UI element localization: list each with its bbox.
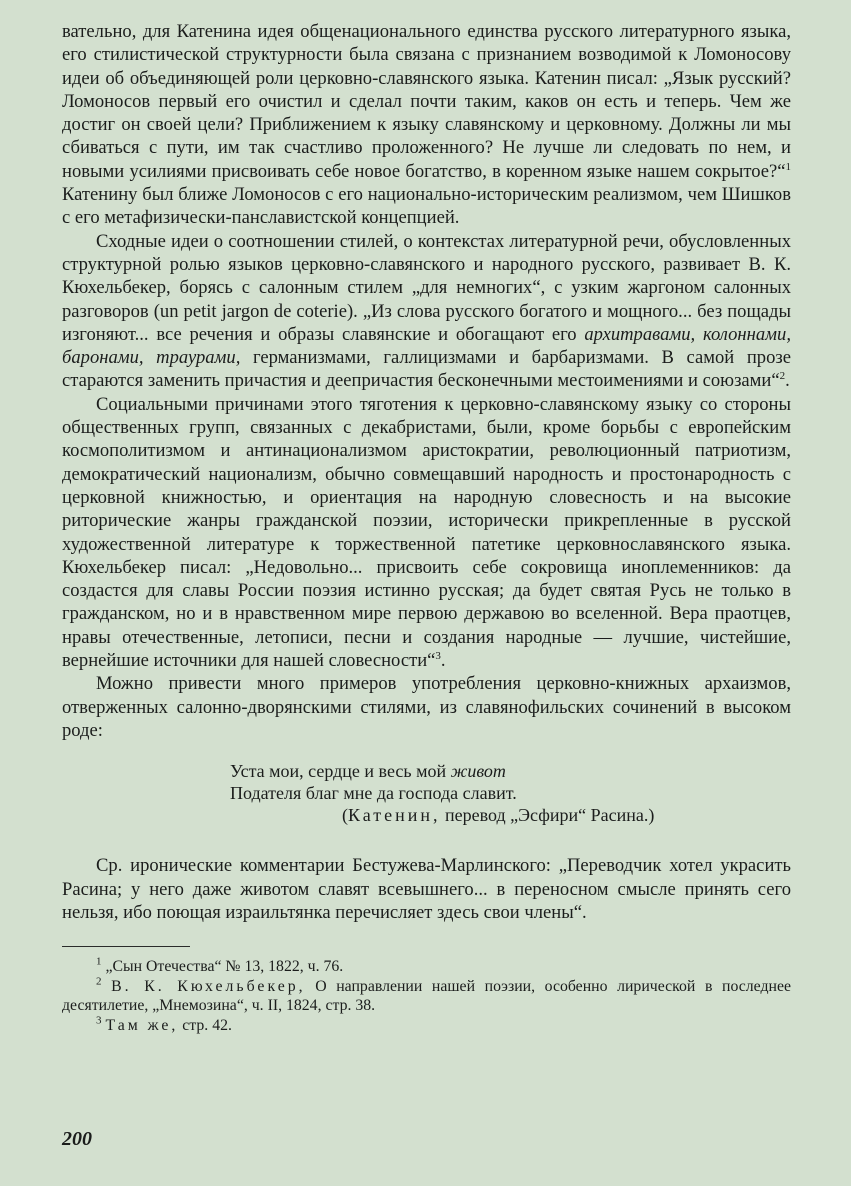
verse-line-1 [230,760,791,782]
footnote-author: Там же, [105,1016,179,1034]
paragraph-text: Сходные идеи о соотношении стилей, о контекстах литературной речи, обусловленных структурной ролью языков церковно-славянского и народного русского, развивает В. К. Кюхельбекер, борясь с салонным стилем „для немногих“, с узким жаргоном салонных разговоров (un petit jargon de coterie). „Из слова русского богатого и мощного... без пощады изгоняют... все речения и образы славянские и обогащают его [62,230,791,345]
paragraph-katenin [62,20,791,230]
footnote-text: стр. 42. [178,1016,232,1034]
paragraph-bestuzhev: Ср. иронические комментарии Бестужева-Марлинского: „Переводчик хотел украсить Расина; у него даже животом славят всевышнего... в переносном смысле принять сего нельзя, ибо поющая израильтянка перечисляет здесь свои члены“. [62,855,791,923]
paragraph-text: вательно, для Катенина идея общенационального единства русского литературного языка, его стилистической структурности была связана с признанием возводимой к Ломоносову идеи об объединяющей роли церковно-славянского языка. Катенин писал: „Язык русский? Ломоносов первый его очистил и сделал почти таким, каков он есть и теперь. Чем же достиг он своей цели? Приближением к языку славянскому и церковному. Должны ли мы сбиваться с пути, им так счастливо проложенного? Не лучше ли следовать по нем, и новыми усилиями присвоивать себе новое богатство, в коренном языке нашем сокрытое?“ [62,21,791,182]
footnote-1 [62,957,791,977]
italic-text: архитравами, колоннами, баронами, траурами, [62,323,791,369]
page-number: 200 [62,1128,92,1150]
footnote-text: „Сын Отечества“ № 13, 1822, ч. 76. [105,958,344,976]
paragraph-social-causes: Социальными причинами этого тяготения к церковно-славянскому языку со стороны общественных групп, связанных с декабристами, были, кроме борьбы с европейским космополитизмом и антинационализмом аристократии, революционный патриотизм, демократический национализм, обычно совмещавший народность и простонародность с церковной книжностью, и ориентация на народную словесность и на высокие риторические жанры гражданской поэзии, исторически прикрепленные в русской художественной литературе к торжественной патетике церковнославянского языка. Кюхельбекер писал: „Недовольно... присвоить себе сокровища иноплеменников: да создастся для славы России поэзия истинно русская; да будет святая Русь не только в гражданском, но и в нравственном мире первою державою во вселенной. Вера праотцев, нравы отечественные, летописи, песни и создания народные — лучшие, чистейшие, вернейшие источники для нашей словесности“$^3$. [62,393,791,672]
paragraph-kuchelbecker: Сходные идеи о соотношении стилей, о контекстах литературной речи, обусловленных структурной ролью языков церковно-славянского и народного русского, развивает В. К. Кюхельбекер, борясь с салонным стилем „для немногих“, с узким жаргоном салонных разговоров (un petit jargon de coterie). „Из слова русского богатого и мощного... без пощады изгоняют... все речения и образы славянские и обогащают его архитравами, колоннами, баронами, траурами, германизмами, галлицизмами и барбаризмами. В самой прозе стараются заменить причастия и деепричастия бесконечными местоимениями и союзами“$^2$. [62,230,791,392]
verse-quote [230,760,791,826]
attribution-text: перевод „Эсфири“ Расина.) [440,805,655,826]
footnote-ref-2[interactable]: 2 [779,370,786,383]
paragraph-text-tail: Катенину был ближе Ломоносов с его национально-историческим реализмом, чем Шишков с его метафизически-панславистской концепцией. [62,184,791,229]
footnote-number: 3 [96,1014,102,1027]
attribution-author: Катенин, [348,805,441,826]
paragraph-examples: Можно привести много примеров употребления церковно-книжных архаизмов, отверженных салонно-дворянскими стилями, из славянофильских сочинений в высоком роде: [62,673,791,741]
footnote-2 [62,977,791,1016]
paragraph-text-tail: германизмами, галлицизмами и барбаризмами. В самой прозе стараются заменить причастия и деепричастия бесконечными местоимениями и союзами“ [62,347,791,392]
verse-italic: живот [450,761,506,782]
verse-line-2: Подателя благ мне да господа славит. [230,783,517,804]
footnote-divider [62,946,190,947]
verse-text: Уста мои, сердце и весь мой [230,761,451,782]
footnote-3 [62,1016,791,1036]
footnote-text: О направлении нашей поэзии, особенно лирической в последнее десятилетие, „Мнемозина“, ч. II, 1824, стр. 38. [62,977,791,1015]
footnote-ref-1[interactable]: 1 [785,160,791,173]
footnote-ref-3[interactable]: 3 [435,649,441,662]
footnote-author: В. К. Кюхельбекер, [111,977,306,995]
footnote-number: 2 [96,975,102,988]
paragraph-text: Социальными причинами этого тяготения к церковно-славянскому языку со стороны общественных групп, связанных с декабристами, были, кроме борьбы с европейским космополитизмом и антинационализмом аристократии, революционный патриотизм, демократический национализм, обычно совмещавший народность и простонародность с церковной книжностью, и ориентация на народную словесность и на высокие риторические жанры гражданской поэзии, исторически прикрепленные в русской художественной литературе к торжественной патетике церковнославянского языка. Кюхельбекер писал: „Недовольно... присвоить себе сокровища иноплеменников: да создастся для славы России поэзия истинно русская; да будет святая Русь не только в гражданском, но и в нравственном мире первою державою во вселенной. Вера праотцев, нравы отечественные, летописи, песни и создания народные — лучшие, чистейшие, вернейшие источники для нашей словесности“ [62,393,791,672]
footnote-number: 1 [96,955,102,968]
verse-attribution: (Катенин, перевод „Эсфири“ Расина.) [342,805,655,826]
